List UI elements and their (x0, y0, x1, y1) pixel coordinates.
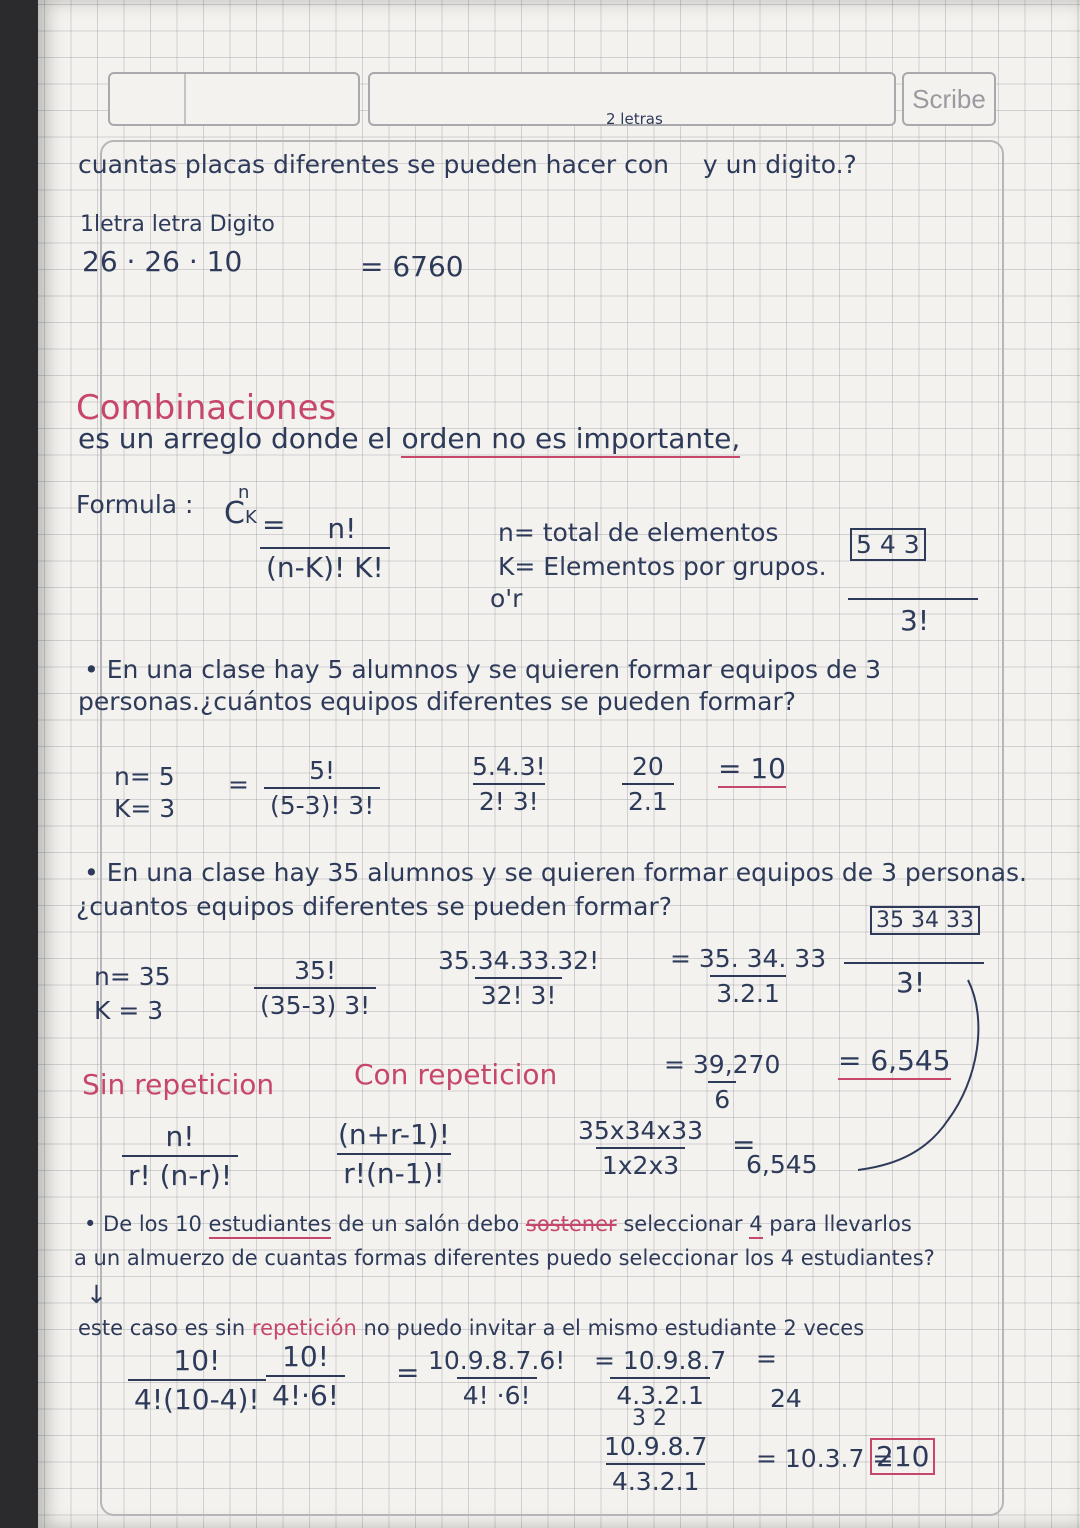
definition-start: es un arreglo donde el (78, 422, 393, 455)
ex2-question-line2: ¿cuantos equipos diferentes se pueden formar? (76, 892, 673, 921)
ex2-fraction-2: $\frac{35.34.33.32!}{32! 3!}$ (438, 946, 600, 1010)
ex1-question-line1: • En una clase hay 5 alumnos y se quieren formar equipos de 3 (84, 655, 882, 684)
ex3-equals: = (396, 1356, 420, 1389)
ex2-side-denominator: 3! (896, 966, 926, 999)
formula-denominator: (n-K)! K! (260, 547, 390, 584)
ex3-fraction-2: $\frac{10!}{4!\cdot 6!}$ (266, 1340, 345, 1412)
side-denominator-1: 3! (900, 604, 930, 637)
notebook-page: Scribe 2 letras cuantas placas diferentes se pueden hacer con y un digito.? 1letra letra Digito 26 · 26 · 10 = 6760 Combinaciones es un arreglo donde el orden no es importante, Formula : n CK = $\frac{n!}{(n-K)! K!}$ n= total de elementos K= Elementos por grupos. o'r 5 4 3 3! • En una clase hay 5 alumnos y se quieren formar equipos de 3 personas.¿cuántos equipos diferentes se pueden formar? n= 5 K= 3 = $\frac{5!}{(5-3)! 3!}$ $\frac{5.4.3!}{2! 3!}$ $\frac{20}{2.1}$ = 10 • En una clase hay 35 alumnos y se quieren formar equipos de 3 personas. ¿cuantos equipos diferentes se pueden formar? 35 34 33 n= 35 K = 3 $\frac{35!}{(35-3) 3!}$ $\frac{35.34.33.32!}{32! 3!}$ $\frac{= 35. 34. 33}{3.2.1}$ 3! $\frac{= 39,270}{6}$ = 6,545 Sin repeticion Con repeticion $\frac{n!}{r! (n-r)!}$ $\frac{(n+r-1)!}{r!(n-1)!}$ $\frac{35x34x33}{1x2x3}$ = 6,545 • De los 10 estudiantes de un salón debo sostener seleccionar 4 para llevarlos a un almuerzo de cuantas formas diferentes puedo seleccionar los 4 estudiantes? ↓ este caso es sin repetición no puedo invitar a el mismo estudiante 2 veces $\frac{10!}{4!(10-4)!}$ $\frac{10!}{4!\cdot 6!}$ = $\frac{10.9.8.7.6!}{4! \cdot 6!}$ $\frac{= 10.9.8.7}{4.3.2.1}$ = 24 3 2 $\frac{10.9.8.7}{4.3.2.1}$ = 10.3.7 = 210 (38, 0, 1080, 1528)
ex3-fraction-4: $\frac{= 10.9.8.7}{4.3.2.1}$ (594, 1346, 727, 1410)
formula-label: Formula : (76, 490, 194, 519)
ex2-alt-equals: = (732, 1128, 756, 1161)
ex3-value-24: 24 (770, 1384, 802, 1413)
ex3-cancel-marks: 3 2 (632, 1406, 667, 1431)
ex3-fraction-5: $\frac{10.9.8.7}{4.3.2.1}$ (604, 1432, 708, 1496)
q1-question (78, 150, 857, 179)
ex2-fraction-3: $\frac{= 35. 34. 33}{3.2.1}$ (670, 944, 827, 1008)
ex3-question-line1: • De los 10 estudiantes de un salón debo sostener seleccionar 4 para llevarlos (84, 1212, 912, 1236)
ex2-result: = 6,545 (838, 1044, 951, 1077)
ex2-question-line1: • En una clase hay 35 alumnos y se quieren formar equipos de 3 personas. (84, 858, 1027, 887)
q1-question-start: cuantas placas diferentes se pueden hacer con (78, 150, 670, 179)
side-fraction-line-1 (848, 598, 978, 600)
ex1-n: n= 5 (114, 762, 175, 791)
ex1-fraction-3: $\frac{20}{2.1}$ (622, 752, 674, 816)
brand-logo: Scribe (902, 72, 996, 126)
section-title: Combinaciones (76, 388, 337, 428)
formula-numerator: n! (327, 512, 357, 545)
header-date-divider (184, 74, 186, 124)
ex3-result-pre: = 10.3.7 = (756, 1444, 894, 1473)
ex2-n: n= 35 (94, 962, 171, 991)
definition-underlined: orden no es importante, (401, 422, 740, 458)
note-frame (100, 140, 1004, 1516)
formula-subscript: K (244, 507, 257, 528)
formula-symbol (224, 482, 257, 531)
con-repeticion-title: Con repeticion (354, 1058, 558, 1091)
n-definition: n= total de elementos (498, 518, 779, 547)
ex3-question-line2: a un almuerzo de cuantas formas diferentes puedo seleccionar los 4 estudiantes? (74, 1246, 935, 1270)
formula-equals: = (262, 508, 286, 541)
ex2-side-boxes: 35 34 33 (870, 908, 980, 933)
q1-result: = 6760 (360, 250, 464, 283)
ex2-equation-2: $\frac{= 39,270}{6}$ (664, 1050, 781, 1114)
q1-labels: 1letra letra Digito (80, 212, 275, 237)
ex2-alt-fraction: $\frac{35x34x33}{1x2x3}$ (578, 1116, 704, 1180)
formula-c: C (224, 496, 245, 531)
side-boxes-1: 5 4 3 (850, 530, 926, 559)
ex2-arrow-curve (858, 960, 988, 1180)
formula-superscript: n (238, 482, 250, 503)
ex1-k: K= 3 (114, 794, 176, 823)
ex3-note: este caso es sin repetición no puedo invitar a el mismo estudiante 2 veces (78, 1316, 865, 1340)
ex1-fraction-2: $\frac{5.4.3!}{2! 3!}$ (472, 752, 546, 816)
ex3-result: 210 (870, 1440, 935, 1473)
ex3-fraction-1: $\frac{10!}{4!(10-4)!}$ (128, 1344, 266, 1416)
ex2-k: K = 3 (94, 996, 164, 1025)
formula-fraction (260, 512, 390, 584)
or-note: o'r (490, 584, 523, 613)
header-date-box (108, 72, 360, 126)
sin-repeticion-formula: $\frac{n!}{r! (n-r)!}$ (122, 1120, 238, 1192)
k-definition: K= Elementos por grupos. (498, 552, 827, 581)
combinaciones-definition (78, 422, 740, 455)
ex1-fraction-1: $\frac{5!}{(5-3)! 3!}$ (264, 756, 380, 820)
q1-question-end: y un digito.? (702, 150, 857, 179)
ex2-alt-result: 6,545 (746, 1150, 818, 1179)
ex3-equals-small: = (756, 1344, 777, 1373)
sin-repeticion-title: Sin repeticion (82, 1068, 275, 1101)
con-repeticion-formula: $\frac{(n+r-1)!}{r!(n-1)!}$ (338, 1118, 450, 1190)
ex3-fraction-3: $\frac{10.9.8.7.6!}{4! \cdot 6!}$ (428, 1346, 566, 1410)
ex1-question-line2: personas.¿cuántos equipos diferentes se pueden formar? (78, 687, 797, 716)
q1-calc: 26 · 26 · 10 (82, 245, 243, 278)
ex3-arrow: ↓ (86, 1280, 107, 1309)
ex2-fraction-1: $\frac{35!}{(35-3) 3!}$ (254, 956, 376, 1020)
ex1-result: = 10 (718, 752, 786, 785)
ex1-equals: = (228, 770, 249, 799)
